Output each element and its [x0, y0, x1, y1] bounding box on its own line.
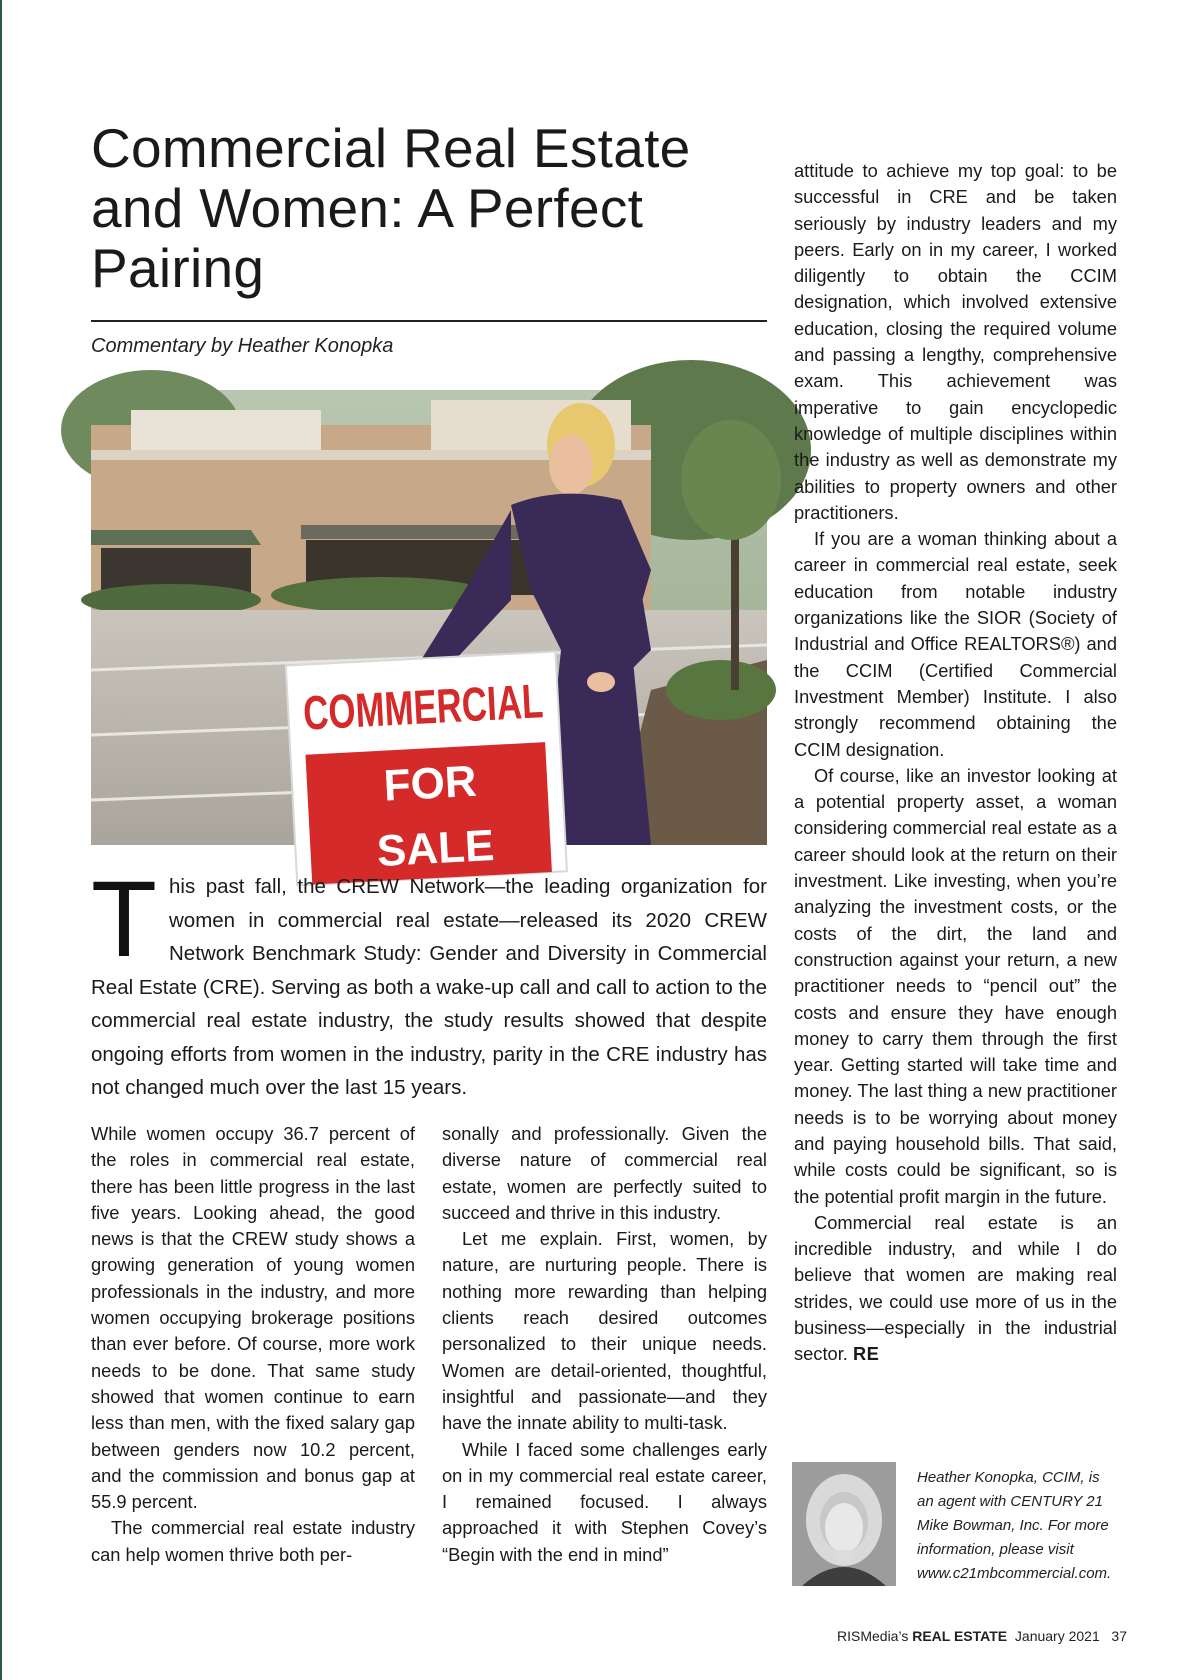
page-edge-line — [0, 0, 2, 1680]
col3-paragraph-2: If you are a woman thinking about a career in commercial real estate, seek education from notable industry organizations like the SIOR (Society of Industrial and Office REALTORS®) and the CCIM (Certified Commercial Investment Member) Institute. I also strongly recommend obtaining the CCIM designation. — [794, 528, 1117, 760]
sign-for-text: FOR — [382, 756, 478, 811]
footer-page-number: 37 — [1111, 1628, 1127, 1644]
article-title: Commercial Real Estate and Women: A Perfect Pairing — [91, 117, 691, 299]
article-byline: Commentary by Heather Konopka — [91, 335, 394, 357]
article-photo — [91, 390, 767, 877]
author-bio: Heather Konopka, CCIM, is an agent with CENTURY 21 Mike Bowman, Inc. For more information, please visit www.c21mbcommercial.com. — [917, 1469, 1112, 1582]
author-headshot — [792, 1462, 896, 1586]
col3-paragraph-3: Of course, like an investor looking at a potential property asset, a woman considering commercial real estate as a career should look at the return on their investment. Like investing, when you’re analyzing the investment costs, or the costs of the dirt, the land and construction against your return, a new practitioner needs to “pencil out” the costs and ensure they have enough money to carry them through the first year. Getting started will take time and money. The last thing a new practitioner needs is to be worrying about money and paying household bills. That said, while costs could be significant, so is the potential profit margin in the future. — [794, 764, 1117, 1207]
col2-paragraph-3: While I faced some challenges early on in my commercial real estate career, I remained focused. I always approached it with Stephen Covey’s “Begin with the end in mind” — [442, 1438, 767, 1565]
col3-paragraph-4: Commercial real estate is an incredible industry, and while I do believe that women are making real strides, we could use more of us in the business—especially in the industrial sector. — [794, 1211, 1117, 1365]
col3-paragraph-1: attitude to achieve my top goal: to be successful in CRE and be taken seriously by industry leaders and my peers. Early on in my career, I worked diligently to obtain the CCIM designation, which involved extensive education, closing the required volume and passing a lengthy, comprehensive exam. This achievement was imperative to gain encyclopedic knowledge of multiple disciplines within the industry as well as demonstrate my abilities to property owners and other practitioners. — [794, 160, 1117, 523]
col1-paragraph-1: While women occupy 36.7 percent of the roles in commercial real estate, there has been little progress in the last five years. Looking ahead, the good news is that the CREW study shows a growing generation of young women professionals in the industry, and more women occupying brokerage positions than ever before. Of course, more work needs to be done. That same study showed that women continue to earn less than men, with the fixed salary gap between genders now 10.2 percent, and the commission and bonus gap at 55.9 percent. — [91, 1123, 415, 1513]
article-lead-paragraph — [91, 858, 767, 1105]
col2-paragraph-2: Let me explain. First, women, by nature, are nurturing people. There is nothing more rewarding than helping clients reach desired outcomes personalized to their unique needs. Women are detail-oriented, thoughtful, insightful and passionate—and they have the innate ability to multi-task. — [442, 1228, 767, 1434]
footer-publication-name: REAL ESTATE — [912, 1628, 1008, 1644]
body-column-1 — [91, 1121, 415, 1568]
footer-publication-prefix: RISMedia’s — [837, 1628, 909, 1644]
page-footer — [837, 1628, 1127, 1644]
col2-paragraph-1: sonally and professionally. Given the diverse nature of commercial real estate, women are perfectly suited to succeed and thrive in this industry. — [442, 1123, 767, 1223]
sign-commercial-text: COMMERCIAL — [301, 670, 635, 741]
lead-text: his past fall, the CREW Network—the leading organization for women in commercial real estate—released its 2020 CREW Network Benchmark Study: Gender and Diversity in Commercial Real Estate (CRE). Serving as both a wake-up call and call to action to the commercial real estate industry, the study results showed that despite ongoing efforts from women in the industry, parity in the CRE industry has not changed much over the last 15 years. — [91, 875, 767, 1099]
title-rule — [91, 320, 767, 322]
article-end-mark: RE — [852, 1343, 880, 1365]
footer-issue: January 2021 — [1014, 1628, 1100, 1644]
sign-sale-text: SALE — [375, 820, 496, 877]
col1-paragraph-2: The commercial real estate industry can help women thrive both per- — [91, 1517, 415, 1565]
body-column-2 — [442, 1121, 767, 1568]
drop-cap: T — [91, 858, 157, 979]
body-column-3 — [794, 158, 1117, 1368]
